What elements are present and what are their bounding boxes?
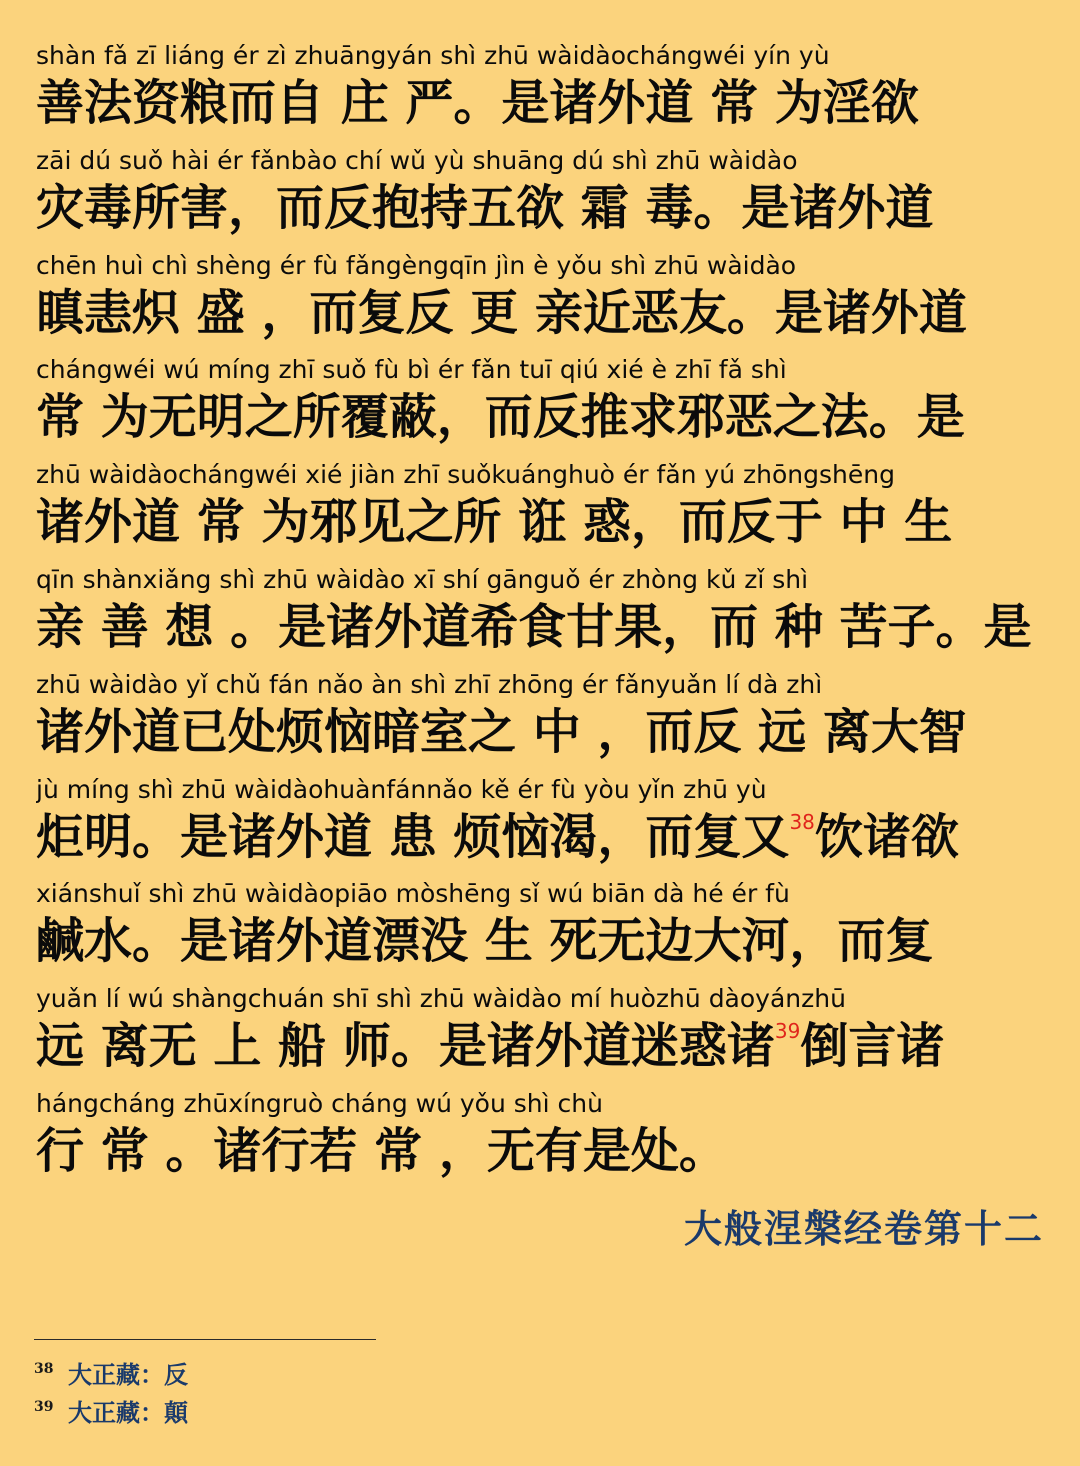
sutra-text: [36, 38, 1046, 1191]
footnote-item: [34, 1350, 534, 1388]
hanzi-line: [36, 388, 1046, 446]
text-line: [36, 562, 1046, 667]
text-line: [36, 248, 1046, 353]
pinyin-line: shàn fǎ zī liáng ér zì zhuāngyán shì zhū wàidàochángwéi yín yù: [36, 41, 830, 70]
hanzi-text: 鹹水。是诸外道漂没 生 死无边大河，而复: [36, 913, 934, 970]
hanzi-text: 诸外道 常 为邪见之所 诳 惑，而反于 中 生: [36, 494, 953, 551]
pinyin-line: hángcháng zhūxíngruò cháng wú yǒu shì chù: [36, 1088, 603, 1118]
footnote-marker[interactable]: 38: [789, 809, 815, 834]
pinyin-line: chángwéi wú míng zhī suǒ fù bì ér fǎn tuī qiú xié è zhī fǎ shì: [36, 355, 787, 385]
pinyin-line: jù míng shì zhū wàidàohuànfánnǎo kě ér fù yòu yǐn zhū yù: [36, 774, 767, 804]
hanzi-line: [36, 74, 1046, 132]
footnote-marker[interactable]: 39: [774, 1019, 801, 1044]
hanzi-text: 诸外道已处烦恼暗室之 中 ，而反 远 离大智: [36, 703, 967, 760]
hanzi-line: [36, 1122, 1046, 1180]
footnote-divider: [34, 1339, 376, 1340]
hanzi-text: 炬明。是诸外道 患 烦恼渴，而复又: [36, 808, 790, 865]
pinyin-line: xiánshuǐ shì zhū wàidàopiāo mòshēng sǐ wú biān dà hé ér fù: [36, 879, 790, 909]
hanzi-text: 常 为无明之所覆蔽，而反推求邪恶之法。是: [36, 389, 965, 446]
pinyin-line: zhū wàidàochángwéi xié jiàn zhī suǒkuánghuò ér fǎn yú zhōngshēng: [36, 460, 895, 490]
pinyin-line: qīn shànxiǎng shì zhū wàidào xī shí gānguǒ ér zhòng kǔ zǐ shì: [36, 564, 809, 594]
hanzi-text: 灾毒所害，而反抱持五欲 霜 毒。是诸外道: [36, 179, 934, 236]
pinyin-line: chēn huì chì shèng ér fù fǎngèngqīn jìn è yǒu shì zhū wàidào: [36, 250, 797, 280]
hanzi-text: 善法资粮而自 庄 严。是诸外道 常 为淫欲: [36, 75, 919, 131]
hanzi-line: [36, 284, 1046, 342]
hanzi-line: [36, 912, 1046, 970]
pinyin-line: yuǎn lí wú shàngchuán shī shì zhū wàidào mí huòzhū dàoyánzhū: [36, 984, 846, 1014]
footnote-number: 39: [34, 1399, 54, 1415]
footnote-text: 大正藏：顛: [68, 1398, 188, 1427]
hanzi-text: 行 常 。诸行若 常 ，无有是处。: [36, 1122, 727, 1179]
text-line: [36, 143, 1046, 248]
text-line: [36, 352, 1046, 457]
hanzi-text: 亲 善 想 。是诸外道希食甘果，而 种 苦子。是: [36, 598, 1032, 655]
hanzi-line: [36, 493, 1046, 551]
footnote-number: 38: [34, 1361, 54, 1377]
text-line: [36, 876, 1046, 981]
hanzi-line: [36, 1017, 1046, 1075]
hanzi-text: 远 离无 上 船 师。是诸外道迷惑诸: [36, 1018, 775, 1075]
text-line: [36, 667, 1046, 772]
footnote-item: [34, 1388, 534, 1426]
hanzi-text: 饮诸欲: [814, 808, 959, 865]
chapter-colophon: 大般涅槃经卷第十二: [683, 1206, 1044, 1251]
pinyin-line: zāi dú suǒ hài ér fǎnbào chí wǔ yù shuāng dú shì zhū wàidào: [36, 145, 798, 175]
hanzi-text: 瞋恚炽 盛 ，而复反 更 亲近恶友。是诸外道: [36, 284, 967, 341]
pinyin-line: zhū wàidào yǐ chǔ fán nǎo àn shì zhī zhōng ér fǎnyuǎn lí dà zhì: [36, 669, 823, 699]
text-line: [36, 457, 1046, 562]
hanzi-text: 倒言诸: [800, 1018, 945, 1075]
text-line: [36, 772, 1046, 877]
hanzi-line: [36, 598, 1046, 656]
footnote-text: 大正藏：反: [68, 1360, 188, 1389]
hanzi-line: [36, 808, 1046, 866]
text-line: [36, 981, 1046, 1086]
hanzi-line: [36, 179, 1046, 237]
footnotes: [34, 1350, 534, 1426]
hanzi-line: [36, 703, 1046, 761]
text-line: [36, 38, 1046, 143]
text-line: [36, 1086, 1046, 1191]
